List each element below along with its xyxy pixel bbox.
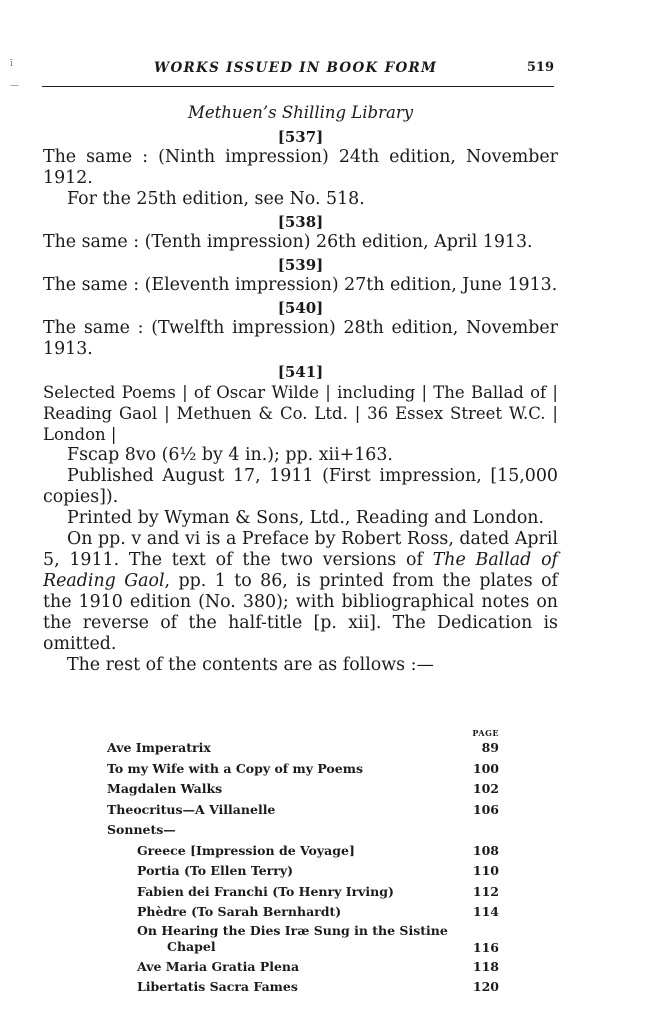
contents-title: Libertatis Sacra Fames	[137, 979, 298, 994]
ballad-title: The Ballad of Reading Gaol	[43, 550, 558, 591]
entry-text: The same : (Tenth impression) 26th edition, April 1913.	[43, 232, 533, 252]
contents-row	[107, 957, 499, 978]
preface-text: On pp. v and vi is a Preface by Robert Ross, dated April 5, 1911. The text of the two versions of	[43, 529, 558, 570]
preface-paragraph	[43, 529, 558, 655]
margin-mark: —	[10, 81, 19, 91]
entry-number: [537]	[277, 128, 324, 146]
contents-page: 100	[472, 760, 499, 776]
contents-intro: The rest of the contents are as follows :—	[67, 655, 434, 675]
format-line: Fscap 8vo (6½ by 4 in.); pp. xii+163.	[67, 445, 393, 465]
contents-row	[107, 800, 499, 821]
page-body	[43, 102, 558, 676]
running-header	[42, 60, 554, 80]
printer-line: Printed by Wyman & Sons, Ltd., Reading and London.	[67, 508, 545, 528]
entry-note: For the 25th edition, see No. 518.	[67, 189, 365, 209]
header-rule	[42, 86, 554, 87]
contents-title-continuation: Chapel	[167, 938, 216, 954]
page-number: 519	[526, 60, 554, 75]
contents-row	[107, 977, 499, 998]
contents-row	[107, 902, 499, 923]
contents-title: Magdalen Walks	[107, 781, 223, 796]
page-column-label: PAGE	[472, 728, 499, 738]
contents-row	[107, 779, 499, 800]
contents-title: Greece [Impression de Voyage]	[137, 842, 355, 858]
contents-title	[137, 923, 477, 955]
entry-number: [538]	[277, 213, 324, 231]
series-title: Methuen’s Shilling Library	[187, 103, 414, 122]
margin-mark: ī	[10, 59, 13, 69]
entry-text: The same : (Ninth impression) 24th edition, November 1912.	[43, 147, 558, 188]
contents-row	[107, 861, 499, 882]
book-title-transcription: Selected Poems | of Oscar Wilde | including | The Ballad of | Reading Gaol | Methuen & Co. Ltd. | 36 Essex Street W.C. | London |	[43, 383, 558, 444]
contents-title: Phèdre (To Sarah Bernhardt)	[137, 904, 342, 919]
preface-text: , pp. 1 to 86, is printed from the plates of the 1910 edition (No. 380); with bibliographical notes on the reverse of the half-title [p. xii]. The Dedication is omitted.	[43, 571, 558, 654]
contents-title: Ave Maria Gratia Plena	[137, 958, 300, 974]
contents-title-line: On Hearing the Dies Iræ Sung in the Sistine	[137, 922, 448, 938]
contents-page: 120	[472, 979, 499, 994]
contents-title: Theocritus—A Villanelle	[107, 801, 276, 817]
contents-page: 110	[472, 863, 499, 878]
contents-title: Ave Imperatrix	[107, 740, 211, 755]
contents-row	[107, 759, 499, 780]
contents-page: 114	[472, 904, 499, 919]
entry-text: The same : (Twelfth impression) 28th edition, November 1913.	[43, 318, 558, 359]
entry-number: [541]	[277, 363, 324, 381]
contents-table	[107, 728, 499, 998]
contents-title: To my Wife with a Copy of my Poems	[107, 760, 363, 776]
contents-title: Sonnets—	[107, 822, 176, 837]
published-line: Published August 17, 1911 (First impression, [15,000 copies]).	[43, 466, 558, 507]
contents-page: 116	[472, 939, 499, 955]
contents-page: 106	[472, 801, 499, 817]
contents-page: 108	[472, 842, 499, 858]
contents-page: 112	[472, 883, 499, 899]
entry-text: The same : (Eleventh impression) 27th edition, June 1913.	[43, 275, 558, 295]
contents-page: 102	[472, 781, 499, 796]
entry-number: [539]	[277, 256, 324, 274]
contents-row	[107, 882, 499, 903]
contents-row	[107, 923, 499, 957]
contents-page: 89	[481, 740, 499, 755]
contents-row	[107, 820, 499, 841]
contents-page: 118	[472, 958, 499, 974]
contents-title: Fabien dei Franchi (To Henry Irving)	[137, 883, 394, 899]
contents-row	[107, 738, 499, 759]
contents-row	[107, 841, 499, 862]
entry-number: [540]	[277, 299, 324, 317]
contents-title: Portia (To Ellen Terry)	[137, 863, 294, 878]
running-title: WORKS ISSUED IN BOOK FORM	[154, 60, 438, 76]
